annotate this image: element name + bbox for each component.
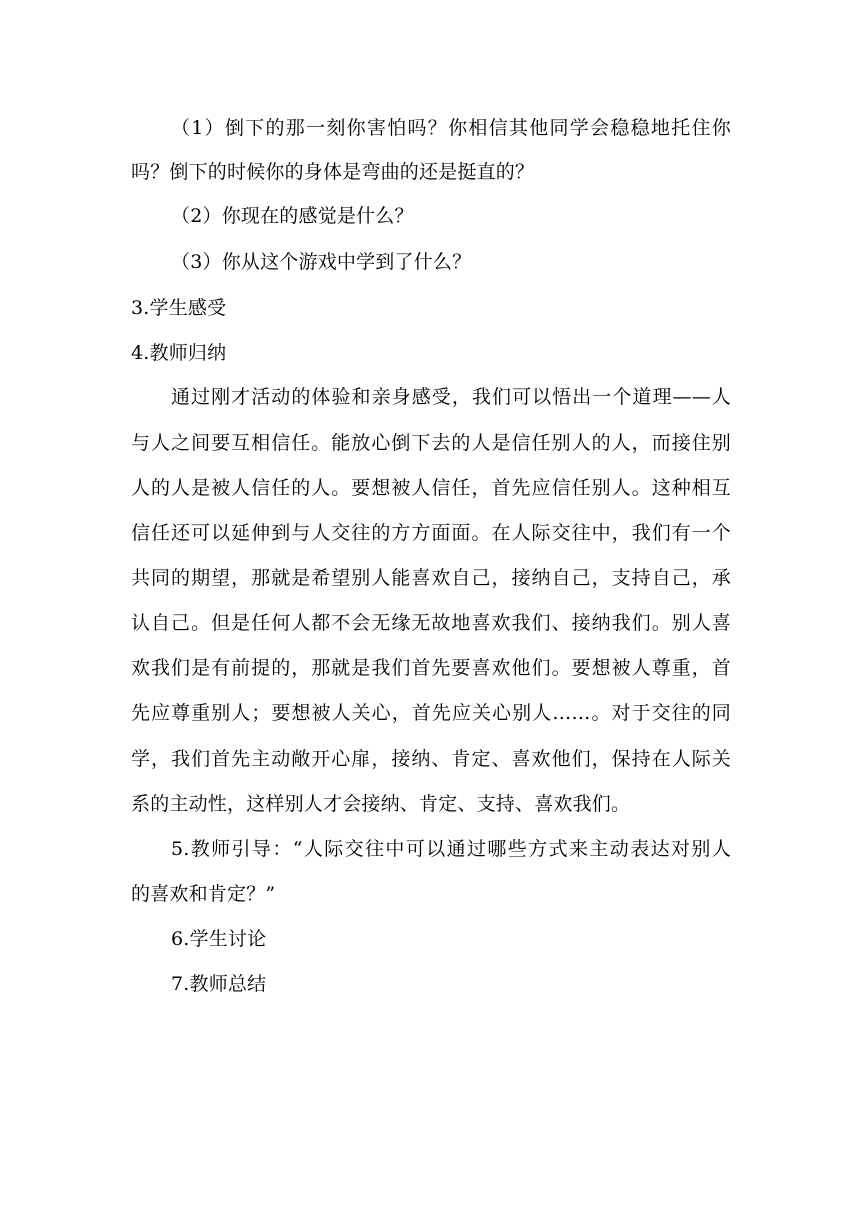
question-1-line-1: （1）倒下的那一刻你害怕吗？你相信其他同学会稳稳地托住你 [171,117,731,139]
question-1-line-2: 吗？倒下的时候你的身体是弯曲的还是挺直的？ [131,161,535,183]
step-5-line-1: 5.教师引导：“人际交往中可以通过哪些方式来主动表达对别人 [171,838,731,860]
summary-line-8: 先应尊重别人；要想被人关心，首先应关心别人……。对于交往的同 [131,702,731,724]
summary-line-2: 与人之间要互相信任。能放心倒下去的人是信任别人的人，而接住别 [131,432,731,454]
summary-line-6: 认自己。但是任何人都不会无缘无故地喜欢我们、接纳我们。别人喜 [131,612,731,634]
summary-line-3: 人的人是被人信任的人。要想被人信任，首先应信任别人。这种相互 [131,477,731,499]
summary-line-5: 共同的期望，那就是希望别人能喜欢自己，接纳自己，支持自己，承 [131,567,731,589]
summary-line-7: 欢我们是有前提的，那就是我们首先要喜欢他们。要想被人尊重，首 [131,657,731,679]
summary-line-1: 通过刚才活动的体验和亲身感受，我们可以悟出一个道理——人 [171,386,731,408]
step-4-heading: 4.教师归纳 [131,342,227,364]
summary-line-4: 信任还可以延伸到与人交往的方方面面。在人际交往中，我们有一个 [131,522,731,544]
step-6-heading: 6.学生讨论 [171,928,267,950]
step-3-heading: 3.学生感受 [131,297,227,319]
step-7-heading: 7.教师总结 [171,973,267,995]
question-3: （3）你从这个游戏中学到了什么？ [171,251,472,273]
summary-line-9: 学，我们首先主动敞开心扉，接纳、肯定、喜欢他们，保持在人际关 [131,748,731,770]
step-5-line-2: 的喜欢和肯定？” [131,883,276,905]
question-2: （2）你现在的感觉是什么？ [171,205,414,227]
summary-line-10: 系的主动性，这样别人才会接纳、肯定、支持、喜欢我们。 [131,793,631,815]
